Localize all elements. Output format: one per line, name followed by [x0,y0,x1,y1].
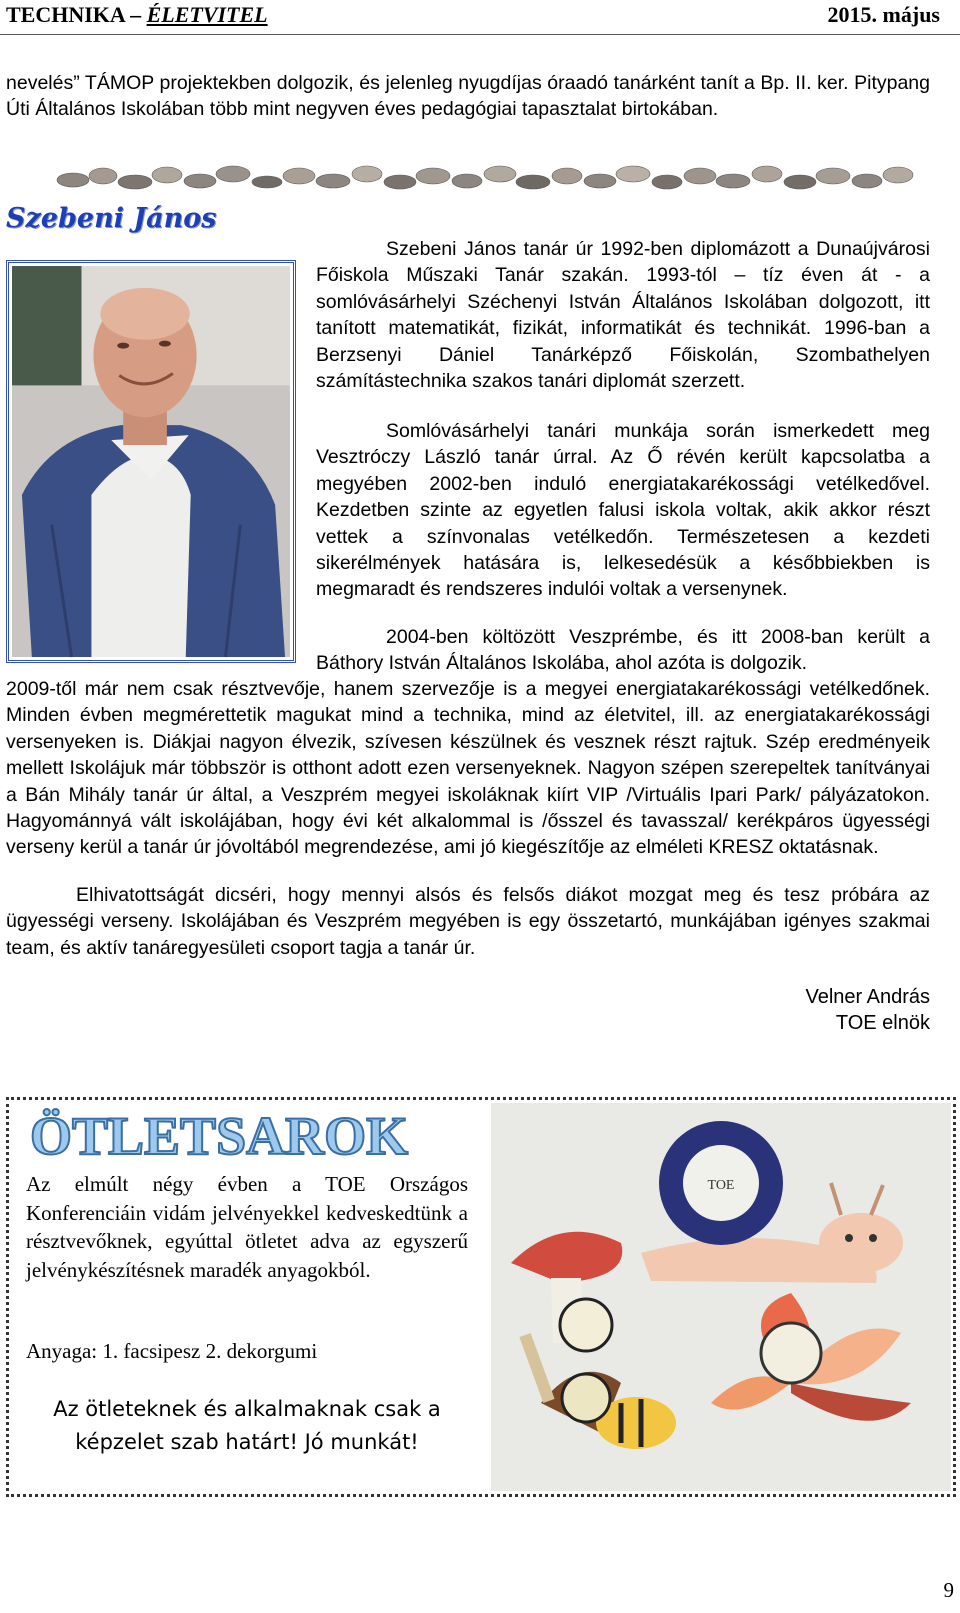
tips-logo [26,1104,409,1166]
signature-role: TOE elnök [835,1012,930,1034]
header-subject: TECHNIKA – [6,2,147,27]
body-paragraph-2 [316,418,930,603]
snail-badge-label: TOE [707,1178,735,1193]
portrait-photo [6,260,296,663]
tips-materials: Anyaga: 1. facsipesz 2. dekorgumi [26,1339,318,1363]
tips-text: Az elmúlt négy évben a TOE Országos Konferenciáin vidám jelvényekkel kedveskedtünk a résztvevőknek, egyúttal ötletet adva az egyszerű jelvénykészítésnek maradék anyagokból. [26,1172,468,1282]
section-title: Szebeni János [6,203,217,234]
body-paragraph-4-text: Elhivatottságát dicséri, hogy mennyi alsós és felsős diákot mozgat meg és tesz próbára az ügyességi verseny. Iskolájában és Veszprém megyében is egy összetartó, munkájában igényes szakmai team, és aktív tanáregyesületi csoport tagja a tanár úr. [6,884,930,959]
tips-logo-text: ÖTLETSAROK [30,1106,409,1166]
tips-slogan: Az ötleteknek és alkalmaknak csak a képzelet szab határt! Jó munkát! [53,1397,441,1454]
intro-paragraph: nevelés” TÁMOP projektekben dolgozik, és jelenleg nyugdíjas óraadó tanárként tanít a Bp. II. ker. Pitypang Úti Általános Iskolában több mint negyven éves pedagógiai tapasztalat birtokában. [6,72,930,121]
signature-name: Velner András [805,986,930,1008]
running-header [0,0,960,35]
body-paragraph-3a [316,624,930,677]
portrait-illustration [12,266,290,657]
body-paragraph-3b: 2009-től már nem csak résztvevője, hanem szervezője is a megyei energiatakarékossági vetélkedőnek. Minden évben megmérettetik magukat mind a technika, mind az életvitel, ill. az energiatakarékossági versenyeken is. Diákjai nagyon élvezik, szívesen készülnek és vesznek részt rajtuk. Szép eredményeik mellett Iskolájuk már többször is otthont adott ezen versenyeknek. Nagyon szépen szerepeltek tanítványai a Bán Mihály tanár úr által, a Veszprém megyei iskoláknak kiírt VIP /Virtuális Ipari Park/ pályázatokon. Hagyománnyá vált iskolájában, hogy évi két alkalommal is /ősszel és tavasszal/ kerékpáros ügyességi verseny kerül a tanár úr jóvoltából megrendezése, ami jó kiegészítője az elméleti KRESZ oktatásnak. [6,678,930,859]
header-left [6,2,268,28]
stones-divider-image [55,160,917,194]
body-paragraph-2-text: Somlóvásárhelyi tanári munkája során ismerkedett meg Vesztróczy László tanár úrral. Az Ő révén került kapcsolatba a megyében 2002-ben induló energiatakarékossági vetélkedővel. Kezdetben szinte az egyetlen falusi iskola voltak, akik akkor részt vettek a színvonalas vetélkedőn. Természetesen a kezdeti sikerélmények hatására is, lelkesedésük a későbbiekben is megmaradt és rendszeres indulói voltak a versenynek. [316,420,930,601]
page-number: 9 [943,1578,954,1602]
body-paragraph-3a-text: 2004-ben költözött Veszprémbe, és itt 2008-ban került a Báthory István Általános Iskolába, ahol azóta is dolgozik. [316,626,930,675]
body-paragraph-4 [6,882,930,961]
badge-crafts-photo [491,1103,951,1491]
header-subject-italic: ÉLETVITEL [146,2,268,27]
header-date: 2015. május [827,2,940,27]
body-paragraph-1-text: Szebeni János tanár úr 1992-ben diplomázott a Dunaújvárosi Főiskola Műszaki Tanár szakán. 1993-tól – tíz éven át - a somlóvásárhelyi Széchenyi István Általános Iskolában dolgozott, itt tanított matematikát, fizikát, informatikát és technikát. 1996-ban a Berzsenyi Dániel Tanárképző Főiskolán, Szombathelyen számítástechnika szakos tanári diplomát szerzett. [316,238,930,393]
body-paragraph-1 [316,236,930,394]
